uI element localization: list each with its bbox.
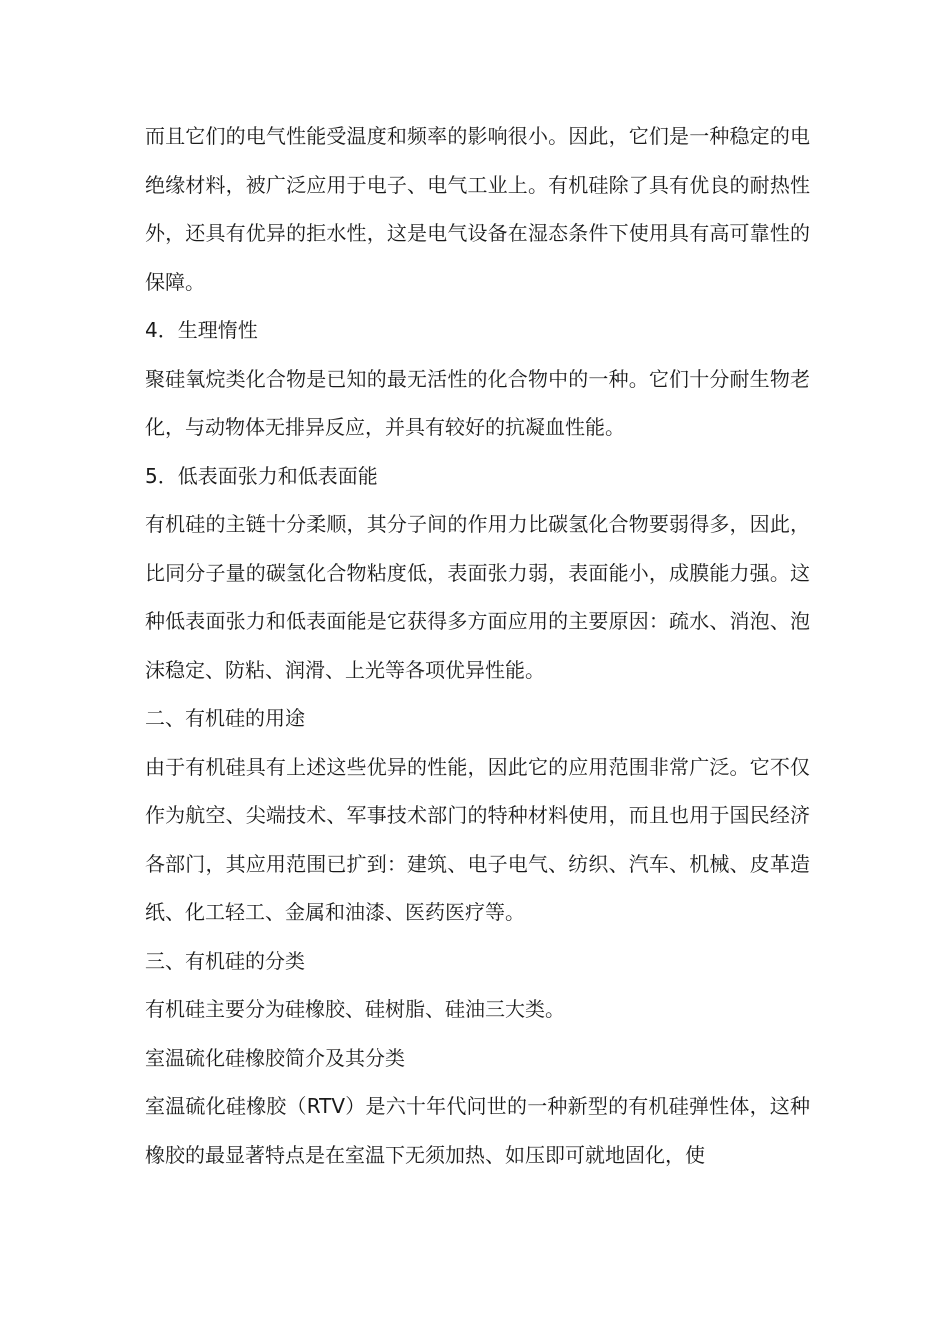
paragraph-low-surface-tension: 有机硅的主链十分柔顺，其分子间的作用力比碳氢化合物要弱得多，因此，比同分子量的碳氢化合物粘度低，表面张力弱，表面能小，成膜能力强。这种低表面张力和低表面能是它获得多方面应用的主要原因：疏水、消泡、泡沫稳定、防粘、润滑、上光等各项优异性能。: [145, 512, 810, 682]
section-heading-uses: 二、有机硅的用途: [145, 706, 305, 730]
paragraph-rtv-intro: 室温硫化硅橡胶（RTV）是六十年代问世的一种新型的有机硅弹性体，这种橡胶的最显著特点是在室温下无须加热、如压即可就地固化，使: [145, 1094, 810, 1167]
paragraph-classification: 有机硅主要分为硅橡胶、硅树脂、硅油三大类。: [145, 997, 565, 1021]
section-heading-physiological-inertness: 4．生理惰性: [145, 318, 258, 342]
section-heading-rtv-intro: 室温硫化硅橡胶简介及其分类: [145, 1045, 405, 1070]
paragraph-electrical-properties: 而且它们的电气性能受温度和频率的影响很小。因此，它们是一种稳定的电绝缘材料，被广泛应用于电子、电气工业上。有机硅除了具有优良的耐热性外，还具有优异的拒水性，这是电气设备在湿态条件下使用具有高可靠性的保障。: [145, 124, 810, 294]
section-heading-classification: 三、有机硅的分类: [145, 948, 305, 973]
document-body: [145, 112, 810, 1179]
section-heading-low-surface-tension: 5．低表面张力和低表面能: [145, 463, 378, 488]
paragraph-physiological-inertness: 聚硅氧烷类化合物是已知的最无活性的化合物中的一种。它们十分耐生物老化，与动物体无排异反应，并具有较好的抗凝血性能。: [145, 366, 810, 439]
paragraph-uses: 由于有机硅具有上述这些优异的性能，因此它的应用范围非常广泛。它不仅作为航空、尖端技术、军事技术部门的特种材料使用，而且也用于国民经济各部门，其应用范围已扩到：建筑、电子电气、纺织、汽车、机械、皮革造纸、化工轻工、金属和油漆、医药医疗等。: [145, 754, 810, 924]
